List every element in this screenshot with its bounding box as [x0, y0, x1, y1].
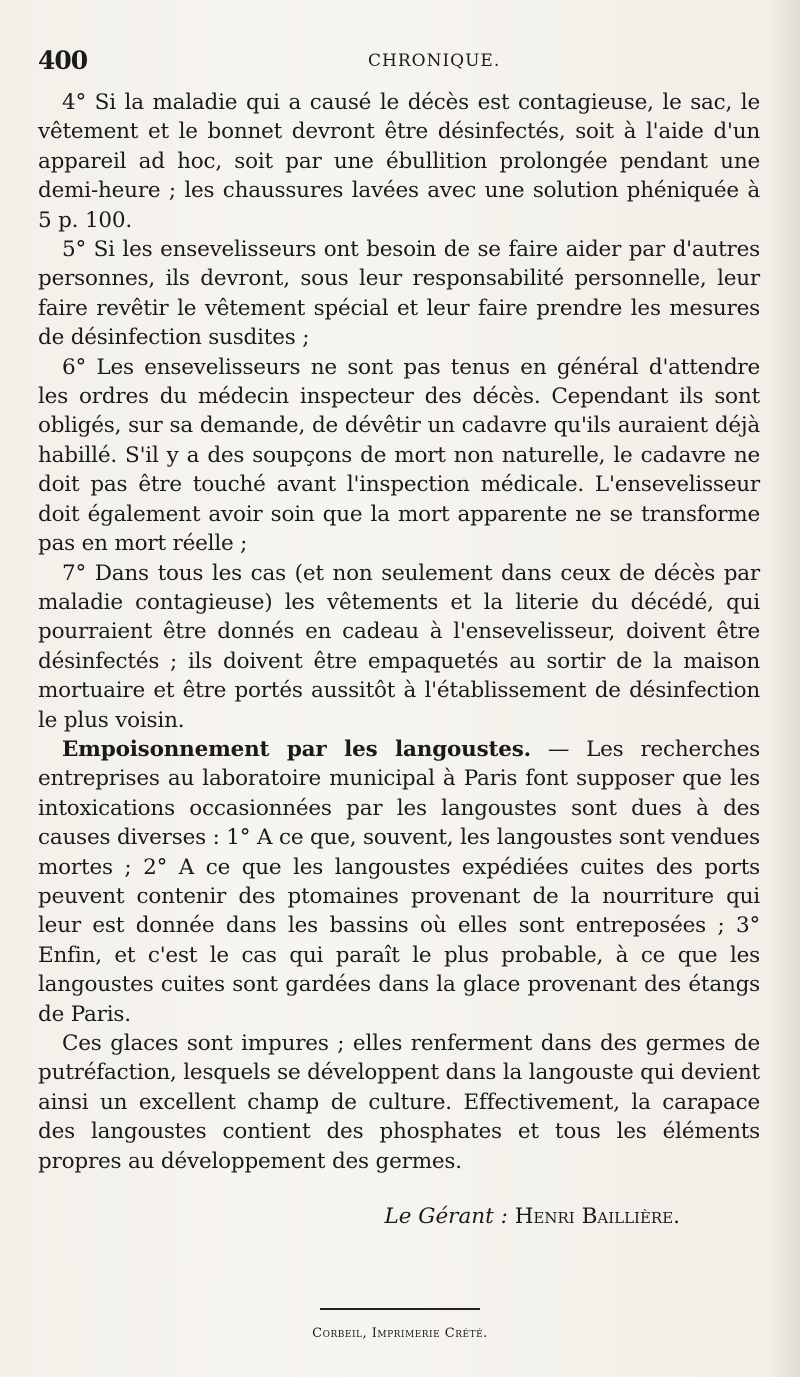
article-paragraph [38, 735, 760, 1029]
footer-divider [320, 1308, 480, 1310]
printer-imprint: Corbeil, Imprimerie Crété. [312, 1326, 488, 1341]
paragraph-item-6: 6° Les ensevelisseurs ne sont pas tenus en général d'attendre les ordres du médecin inspecteur des décès. Cependant ils sont obligés, sur sa demande, de dévêtir un cadavre qu'ils auraient déjà habillé. S'il y a des soupçons de mort non naturelle, le cadavre ne doit pas être touché avant l'inspection médicale. L'ensevelisseur doit également avoir soin que la mort apparente ne se transforme pas en mort réelle ; [38, 354, 760, 557]
article-body: — Les recherches entreprises au laboratoire municipal à Paris font supposer que les intoxications occasionnées par les langoustes sont dues à des causes diverses : 1° A ce que, souvent, les langoustes sont vendues mortes ; 2° A ce que les langoustes expédiées cuites des ports peuvent contenir des ptomaines provenant de la nourriture qui leur est donnée dans les bassins où elles sont entreposées ; 3° Enfin, et c'est le cas qui paraît le plus probable, à ce que les langoustes cuites sont gardées dans la glace provenant des étangs de Paris. [38, 736, 760, 1027]
running-head: CHRONIQUE. [368, 51, 501, 71]
article-headline: Empoisonnement par les langoustes. [62, 736, 531, 762]
signature [38, 1202, 760, 1232]
paragraph-item-7: 7° Dans tous les cas (et non seulement dans ceux de décès par maladie contagieuse) les vêtements et la literie du décédé, qui pourraient être donnés en cadeau à l'ensevelisseur, doivent être désinfectés ; ils doivent être empaquetés au sortir de la maison mortuaire et être portés aussitôt à l'établissement de désinfection le plus voisin. [38, 560, 760, 733]
gutter-shadow [770, 0, 800, 1377]
page-footer [0, 1308, 800, 1341]
page-header [38, 46, 740, 76]
signature-label: Le Gérant : [384, 1204, 508, 1230]
page-number: 400 [38, 46, 88, 75]
paragraph-item-4: 4° Si la maladie qui a causé le décès est contagieuse, le sac, le vêtement et le bonnet devront être désinfectés, soit à l'aide d'un appareil ad hoc, soit par une ébullition prolongée pendant une demi-heure ; les chaussures lavées avec une solution phéniquée à 5 p. 100. [38, 90, 760, 233]
article-second-paragraph: Ces glaces sont impures ; elles renferment dans des germes de putréfaction, lesquels se développent dans la langouste qui devient ainsi un excellent champ de culture. Effectivement, la carapace des langoustes contient des phosphates et tous les éléments propres au développement des germes. [38, 1031, 760, 1174]
body-text [38, 88, 760, 1232]
signature-name: Henri Baillière. [514, 1204, 680, 1230]
paragraph-item-5: 5° Si les ensevelisseurs ont besoin de se faire aider par d'autres personnes, ils devront, sous leur responsabilité personnelle, leur faire revêtir le vêtement spécial et leur faire prendre les mesures de désinfection susdites ; [38, 237, 760, 351]
